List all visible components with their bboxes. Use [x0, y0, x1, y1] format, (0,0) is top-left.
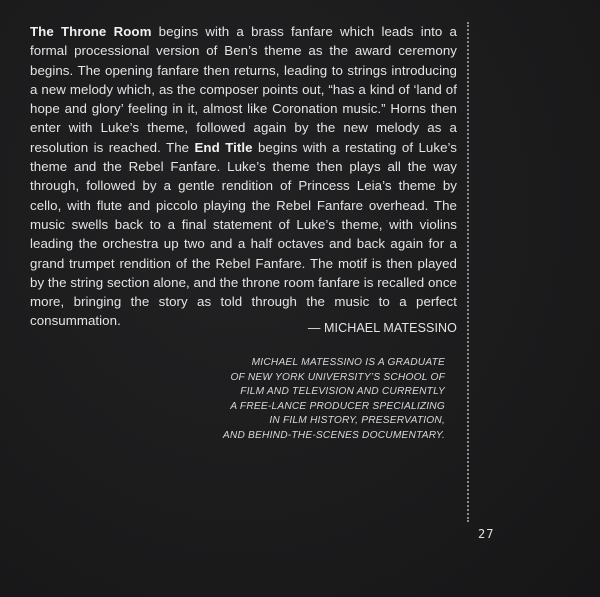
body-text-throne-room: begins with a brass fanfare which leads into a formal processional version of Ben’s theme as the award ceremony begins. The opening fanfare then returns, leading to strings introducing a new melody which, as the composer points out, “has a kind of ‘land of hope and glory’ feeling in it, almost like Coronation music.” Horns then enter with Luke’s theme, followed again by the new melody as a resolution is reached. The [30, 24, 457, 155]
heading-end-title: End Title [194, 139, 253, 155]
author-bio [200, 356, 445, 443]
bio-line: FILM AND TELEVISION AND CURRENTLY [240, 386, 445, 397]
bio-line: AND BEHIND-THE-SCENES DOCUMENTARY. [222, 429, 445, 441]
bio-line: IN FILM HISTORY, PRESERVATION, [269, 415, 445, 426]
dotted-divider [467, 22, 469, 522]
author-attribution: — MICHAEL MATESSINO [307, 321, 457, 335]
article-body [30, 22, 457, 331]
bio-line: OF NEW YORK UNIVERSITY’S SCHOOL OF [230, 371, 445, 383]
body-text-end-title: begins with a restating of Luke’s theme and the Rebel Fanfare. Luke’s theme then plays all the way through, followed by a gentle rendition of Princess Leia’s theme by cello, with flute and piccolo playing the Rebel Fanfare overhead. The music swells back to a final statement of Luke’s theme, with violins leading the orchestra up two and a half octaves and back again for a grand trumpet rendition of the Rebel Fanfare. The motif is then played by the string section alone, and the throne room fanfare is recalled once more, bringing the story as told through the music to a perfect consummation. [30, 139, 457, 329]
page-number: 27 [478, 527, 495, 541]
bio-line: MICHAEL MATESSINO IS A GRADUATE [251, 357, 445, 368]
article-paragraph [30, 22, 457, 331]
bio-line: A FREE-LANCE PRODUCER SPECIALIZING [230, 400, 445, 412]
heading-throne-room: The Throne Room [30, 24, 152, 39]
